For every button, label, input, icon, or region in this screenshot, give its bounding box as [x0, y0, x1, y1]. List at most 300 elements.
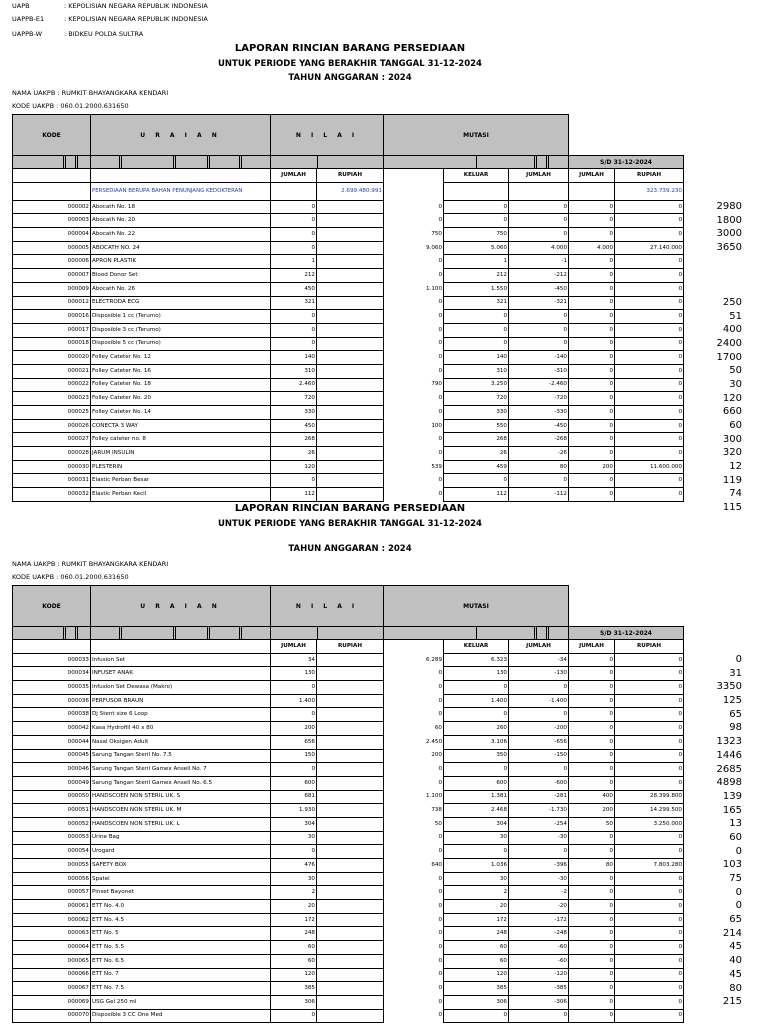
table-row [13, 735, 684, 749]
keluar: 30 [444, 872, 509, 886]
item-code: 000056 [13, 872, 91, 886]
saldo-rupiah [317, 954, 384, 968]
table-row [13, 474, 684, 488]
mutasi-jumlah: 0 [509, 214, 569, 228]
data-table-1 [12, 168, 684, 502]
akhir-rupiah: 0 [615, 406, 684, 420]
table-row [13, 995, 684, 1009]
akhir-jumlah: 0 [569, 214, 615, 228]
akhir-jumlah: 0 [569, 776, 615, 790]
table-row [13, 749, 684, 763]
item-name: HANDSCOEN NON STERIL UK. L [91, 817, 271, 831]
masuk: 0 [384, 1009, 444, 1023]
table-row [13, 845, 684, 859]
table-row [13, 927, 684, 941]
akhir-jumlah: 0 [569, 681, 615, 695]
item-code: 000030 [13, 460, 91, 474]
table-row [13, 872, 684, 886]
akhir-jumlah: 0 [569, 228, 615, 242]
item-code: 000067 [13, 982, 91, 996]
saldo-rupiah [317, 269, 384, 283]
masuk: 0 [384, 351, 444, 365]
header-nilai-2: N I L A I [271, 586, 384, 627]
akhir-jumlah: 80 [569, 859, 615, 873]
masuk: 50 [384, 817, 444, 831]
header-kode: KODE [13, 115, 91, 156]
item-code: 000033 [13, 653, 91, 667]
masuk: 200 [384, 749, 444, 763]
table-row [13, 941, 684, 955]
akhir-jumlah: 0 [569, 749, 615, 763]
mutasi-jumlah: 0 [509, 474, 569, 488]
akhir-jumlah: 50 [569, 817, 615, 831]
mutasi-jumlah: 0 [509, 1009, 569, 1023]
akhir-rupiah: 0 [615, 474, 684, 488]
header-jumlah: JUMLAH [271, 169, 317, 183]
akhir-rupiah: 0 [615, 831, 684, 845]
saldo-jumlah: 681 [271, 790, 317, 804]
item-code: 000053 [13, 831, 91, 845]
mutasi-jumlah: -1 [509, 255, 569, 269]
masuk: 790 [384, 378, 444, 392]
item-code: 000052 [13, 817, 91, 831]
table-row [13, 378, 684, 392]
keluar: 459 [444, 460, 509, 474]
saldo-rupiah [317, 200, 384, 214]
akhir-jumlah: 0 [569, 447, 615, 461]
akhir-jumlah: 0 [569, 941, 615, 955]
side-value: 50 [729, 365, 742, 377]
saldo-jumlah: 0 [271, 228, 317, 242]
akhir-rupiah: 0 [615, 995, 684, 1009]
akhir-rupiah: 0 [615, 447, 684, 461]
item-code: 000061 [13, 900, 91, 914]
category-rupiah-end: 323.739.230 [615, 182, 684, 200]
akhir-jumlah: 0 [569, 378, 615, 392]
saldo-jumlah: 0 [271, 1009, 317, 1023]
saldo-rupiah [317, 708, 384, 722]
saldo-jumlah: 0 [271, 845, 317, 859]
mutasi-jumlah: -248 [509, 927, 569, 941]
akhir-jumlah: 0 [569, 255, 615, 269]
saldo-jumlah: 34 [271, 653, 317, 667]
item-name: Folley Cateter No. 14 [91, 406, 271, 420]
masuk: 0 [384, 406, 444, 420]
item-code: 000055 [13, 859, 91, 873]
item-name: Disposible 1 cc (Terumo) [91, 310, 271, 324]
akhir-rupiah: 0 [615, 763, 684, 777]
item-code: 000012 [13, 296, 91, 310]
akhir-rupiah: 0 [615, 927, 684, 941]
saldo-jumlah: 0 [271, 337, 317, 351]
mutasi-jumlah: -172 [509, 913, 569, 927]
masuk: 750 [384, 228, 444, 242]
table-row [13, 954, 684, 968]
masuk: 0 [384, 255, 444, 269]
masuk: 0 [384, 337, 444, 351]
masuk: 1.100 [384, 790, 444, 804]
category-rupiah: 2.699.480.991 [317, 182, 384, 200]
side-value: 119 [722, 474, 742, 486]
mutasi-jumlah: -450 [509, 419, 569, 433]
side-values-2 [700, 653, 742, 1009]
item-name: Sarung Tangan Steril No. 7.5 [91, 749, 271, 763]
side-value: 2400 [716, 337, 742, 349]
side-value: 1800 [716, 214, 742, 226]
masuk: 0 [384, 763, 444, 777]
mutasi-jumlah: -268 [509, 433, 569, 447]
side-value: 65 [729, 914, 742, 926]
side-value: 0 [735, 845, 742, 857]
keluar: 0 [444, 1009, 509, 1023]
masuk: 0 [384, 310, 444, 324]
saldo-jumlah: 0 [271, 681, 317, 695]
item-name: Abocath No. 20 [91, 214, 271, 228]
keluar: 120 [444, 968, 509, 982]
akhir-rupiah: 11.600.000 [615, 460, 684, 474]
org-line-uappb-w: UAPPB-W : BIDKEU POLDA SULTRA [12, 30, 144, 38]
mutasi-jumlah: 0 [509, 337, 569, 351]
item-code: 000063 [13, 927, 91, 941]
saldo-rupiah [317, 968, 384, 982]
mutasi-jumlah: -385 [509, 982, 569, 996]
uakpb-code: KODE UAKPB : 060.01.2000.631650 [12, 102, 129, 110]
mutasi-jumlah: -321 [509, 296, 569, 310]
report-title: LAPORAN RINCIAN BARANG PERSEDIAAN [234, 43, 466, 54]
akhir-rupiah: 0 [615, 310, 684, 324]
masuk: 2.450 [384, 735, 444, 749]
masuk: 640 [384, 859, 444, 873]
item-name: Abocath No. 22 [91, 228, 271, 242]
akhir-rupiah: 0 [615, 255, 684, 269]
mutasi-jumlah: 0 [509, 708, 569, 722]
table-row [13, 310, 684, 324]
mutasi-jumlah: -30 [509, 831, 569, 845]
akhir-jumlah: 0 [569, 900, 615, 914]
item-code: 000028 [13, 447, 91, 461]
saldo-jumlah: 0 [271, 214, 317, 228]
akhir-rupiah: 0 [615, 708, 684, 722]
masuk: 0 [384, 886, 444, 900]
saldo-jumlah: 112 [271, 488, 317, 502]
akhir-jumlah: 0 [569, 886, 615, 900]
saldo-jumlah: 60 [271, 941, 317, 955]
saldo-rupiah [317, 228, 384, 242]
table-row [13, 447, 684, 461]
saldo-rupiah [317, 255, 384, 269]
item-code: 000046 [13, 763, 91, 777]
item-code: 000032 [13, 488, 91, 502]
table-row [13, 406, 684, 420]
akhir-jumlah: 0 [569, 927, 615, 941]
table-row [13, 913, 684, 927]
header-rupiah-end: RUPIAH [615, 169, 684, 183]
saldo-rupiah [317, 474, 384, 488]
item-name: APRON PLASTIK [91, 255, 271, 269]
akhir-rupiah: 0 [615, 364, 684, 378]
akhir-rupiah: 0 [615, 214, 684, 228]
masuk: 0 [384, 433, 444, 447]
masuk: 0 [384, 941, 444, 955]
keluar: 385 [444, 982, 509, 996]
side-value: 300 [722, 433, 742, 445]
akhir-jumlah: 0 [569, 488, 615, 502]
item-name: Sarung Tangan Steril Gamex Ansell No. 6.5 [91, 776, 271, 790]
akhir-rupiah: 0 [615, 269, 684, 283]
saldo-rupiah [317, 1009, 384, 1023]
keluar: 20 [444, 900, 509, 914]
akhir-jumlah: 0 [569, 763, 615, 777]
side-value: 31 [729, 667, 742, 679]
item-code: 000017 [13, 323, 91, 337]
keluar: 0 [444, 845, 509, 859]
item-name: ETT No. 5 [91, 927, 271, 941]
header-uraian-2: U R A I A N [91, 586, 271, 627]
saldo-rupiah [317, 488, 384, 502]
item-name: Infusion Set Dewasa (Makro) [91, 681, 271, 695]
item-name: Nasal Oksigen Adult [91, 735, 271, 749]
saldo-jumlah: 304 [271, 817, 317, 831]
akhir-rupiah: 3.250.000 [615, 817, 684, 831]
keluar: 304 [444, 817, 509, 831]
akhir-rupiah: 0 [615, 653, 684, 667]
keluar: 350 [444, 749, 509, 763]
masuk: 60 [384, 722, 444, 736]
masuk: 0 [384, 667, 444, 681]
akhir-jumlah: 0 [569, 1009, 615, 1023]
table-row [13, 968, 684, 982]
item-name: ETT No. 4.0 [91, 900, 271, 914]
mutasi-jumlah: -112 [509, 488, 569, 502]
item-name: Disposible 5 cc (Terumo) [91, 337, 271, 351]
item-name: INFUSET ANAK [91, 667, 271, 681]
masuk: 0 [384, 913, 444, 927]
saldo-rupiah [317, 900, 384, 914]
akhir-rupiah: 0 [615, 968, 684, 982]
side-value: 0 [735, 900, 742, 912]
mutasi-jumlah: -1.730 [509, 804, 569, 818]
mutasi-jumlah: 4.000 [509, 241, 569, 255]
akhir-jumlah: 0 [569, 200, 615, 214]
saldo-jumlah: 60 [271, 954, 317, 968]
side-value: 12 [729, 461, 742, 473]
item-name: Folley Cateter No. 12 [91, 351, 271, 365]
masuk: 0 [384, 694, 444, 708]
akhir-rupiah: 0 [615, 886, 684, 900]
akhir-jumlah: 0 [569, 323, 615, 337]
side-value [700, 255, 742, 269]
side-value: 75 [729, 873, 742, 884]
item-name: Folley Cateter No. 20 [91, 392, 271, 406]
keluar: 1 [444, 255, 509, 269]
item-name: SAFETY BOX [91, 859, 271, 873]
akhir-jumlah: 0 [569, 392, 615, 406]
side-value: 98 [729, 722, 742, 734]
saldo-jumlah: 1.930 [271, 804, 317, 818]
item-code: 000004 [13, 228, 91, 242]
keluar: 260 [444, 722, 509, 736]
side-value: 45 [729, 968, 742, 980]
saldo-rupiah [317, 694, 384, 708]
saldo-rupiah [317, 749, 384, 763]
uakpb-name-2: NAMA UAKPB : RUMKIT BHAYANGKARA KENDARI [12, 560, 169, 568]
akhir-rupiah: 27.140.000 [615, 241, 684, 255]
table-row [13, 817, 684, 831]
mutasi-jumlah: -2.460 [509, 378, 569, 392]
item-name: USG Gel 250 ml [91, 995, 271, 1009]
side-value: 65 [729, 708, 742, 720]
table-row [13, 323, 684, 337]
keluar: 248 [444, 927, 509, 941]
akhir-rupiah: 0 [615, 845, 684, 859]
keluar: 2 [444, 886, 509, 900]
akhir-rupiah: 0 [615, 749, 684, 763]
column-header-2 [12, 585, 684, 640]
saldo-rupiah [317, 282, 384, 296]
report-year: TAHUN ANGGARAN : 2024 [288, 73, 412, 83]
item-code: 000022 [13, 378, 91, 392]
akhir-jumlah: 0 [569, 351, 615, 365]
item-code: 000036 [13, 694, 91, 708]
side-value: 60 [729, 420, 742, 431]
keluar: 330 [444, 406, 509, 420]
item-code: 000038 [13, 708, 91, 722]
side-value: 3000 [716, 228, 742, 240]
saldo-jumlah: 0 [271, 474, 317, 488]
masuk: 0 [384, 927, 444, 941]
akhir-jumlah: 0 [569, 269, 615, 283]
side-value: 139 [722, 790, 742, 802]
akhir-rupiah: 0 [615, 681, 684, 695]
table-row [13, 804, 684, 818]
table-row [13, 269, 684, 283]
side-value: 4898 [716, 777, 742, 789]
masuk: 0 [384, 708, 444, 722]
item-name: Kasa Hydrofill 40 x 80 [91, 722, 271, 736]
side-value: 115 [722, 502, 742, 514]
saldo-rupiah [317, 722, 384, 736]
akhir-rupiah: 0 [615, 667, 684, 681]
keluar: 130 [444, 667, 509, 681]
saldo-rupiah [317, 859, 384, 873]
side-value: 1446 [716, 749, 742, 761]
item-name: Abocath No. 26 [91, 282, 271, 296]
item-name: Abocath No. 18 [91, 200, 271, 214]
item-name: Sarung Tangan Steril Gamex Ansell No. 7 [91, 763, 271, 777]
saldo-jumlah: 476 [271, 859, 317, 873]
item-code: 000065 [13, 954, 91, 968]
category-label: PERSEDIAAN BERUPA BAHAN PENUNJANG KEDOKTERAN [91, 182, 271, 200]
table-row [13, 722, 684, 736]
item-name: ETT No. 5.5 [91, 941, 271, 955]
masuk: 0 [384, 982, 444, 996]
side-value: 60 [729, 831, 742, 843]
keluar: 306 [444, 995, 509, 1009]
header-keluar: KELUAR [444, 169, 509, 183]
keluar: 0 [444, 681, 509, 695]
table-row [13, 708, 684, 722]
akhir-rupiah: 0 [615, 419, 684, 433]
masuk: 0 [384, 296, 444, 310]
mutasi-jumlah: -150 [509, 749, 569, 763]
saldo-rupiah [317, 995, 384, 1009]
akhir-jumlah: 0 [569, 310, 615, 324]
item-code: 000035 [13, 681, 91, 695]
saldo-jumlah: 0 [271, 241, 317, 255]
mutasi-jumlah: -1.400 [509, 694, 569, 708]
keluar: 720 [444, 392, 509, 406]
masuk: 0 [384, 269, 444, 283]
table-row [13, 790, 684, 804]
header-kode-2: KODE [13, 586, 91, 627]
saldo-rupiah [317, 351, 384, 365]
masuk: 0 [384, 364, 444, 378]
side-value: 3350 [716, 681, 742, 693]
item-code: 000009 [13, 282, 91, 296]
saldo-rupiah [317, 296, 384, 310]
keluar: 6.323 [444, 653, 509, 667]
akhir-jumlah: 4.000 [569, 241, 615, 255]
saldo-jumlah: 385 [271, 982, 317, 996]
akhir-rupiah: 0 [615, 296, 684, 310]
saldo-rupiah [317, 337, 384, 351]
item-name: Folley Cateter No. 16 [91, 364, 271, 378]
saldo-rupiah [317, 653, 384, 667]
item-code: 000054 [13, 845, 91, 859]
side-value: 2980 [716, 201, 742, 212]
side-value: 1323 [716, 736, 742, 748]
mutasi-jumlah: -330 [509, 406, 569, 420]
table-row [13, 653, 684, 667]
side-value: 165 [722, 804, 742, 816]
saldo-rupiah [317, 392, 384, 406]
saldo-jumlah: 600 [271, 776, 317, 790]
masuk: 0 [384, 872, 444, 886]
saldo-jumlah: 212 [271, 269, 317, 283]
keluar: 268 [444, 433, 509, 447]
masuk: 0 [384, 200, 444, 214]
keluar: 0 [444, 474, 509, 488]
table-row [13, 460, 684, 474]
akhir-jumlah: 0 [569, 337, 615, 351]
item-code: 000018 [13, 337, 91, 351]
saldo-rupiah [317, 681, 384, 695]
saldo-jumlah: 172 [271, 913, 317, 927]
saldo-jumlah: 0 [271, 323, 317, 337]
saldo-jumlah: 130 [271, 667, 317, 681]
keluar: 0 [444, 763, 509, 777]
table-row [13, 900, 684, 914]
item-name: CONECTA 3 WAY [91, 419, 271, 433]
item-code: 000005 [13, 241, 91, 255]
side-value: 2685 [716, 763, 742, 775]
item-name: Blood Donor Set [91, 269, 271, 283]
saldo-rupiah [317, 872, 384, 886]
akhir-jumlah: 0 [569, 653, 615, 667]
akhir-jumlah: 0 [569, 831, 615, 845]
saldo-jumlah: 120 [271, 968, 317, 982]
item-code: 000027 [13, 433, 91, 447]
keluar: 310 [444, 364, 509, 378]
akhir-rupiah: 0 [615, 982, 684, 996]
item-code: 000016 [13, 310, 91, 324]
saldo-rupiah [317, 763, 384, 777]
item-code: 000051 [13, 804, 91, 818]
item-name: HANDSCOEN NON STERIL UK. M [91, 804, 271, 818]
header-uraian: U R A I A N [91, 115, 271, 156]
akhir-rupiah: 0 [615, 913, 684, 927]
saldo-jumlah: 20 [271, 900, 317, 914]
